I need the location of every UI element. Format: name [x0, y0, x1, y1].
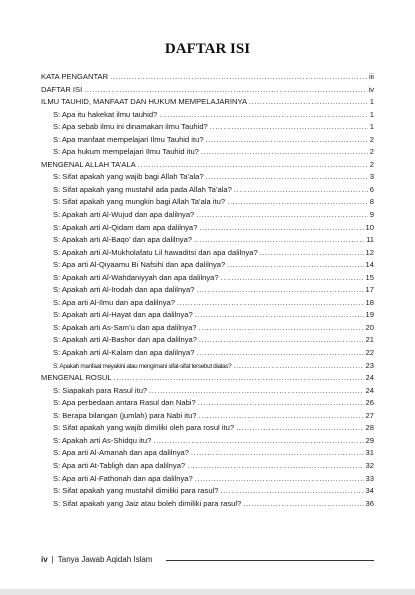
- toc-page-number: 17: [365, 285, 374, 295]
- toc-dot-leader: [249, 96, 368, 109]
- toc-dot-leader: [221, 272, 364, 285]
- toc-chapter-entry[interactable]: [41, 159, 374, 172]
- toc-dot-leader: [198, 397, 364, 410]
- toc-chapter-entry[interactable]: [41, 372, 374, 385]
- footer-rule: [166, 560, 374, 561]
- toc-page-number: 15: [365, 272, 374, 282]
- toc-dot-leader: [84, 84, 366, 97]
- toc-question-entry[interactable]: [41, 222, 374, 235]
- toc-dot-leader: [233, 360, 363, 373]
- toc-question-entry[interactable]: [41, 485, 374, 498]
- footer-book-title: Tanya Jawab Aqidah Islam: [57, 554, 153, 564]
- toc-entry-label: KATA PENGANTAR: [41, 72, 109, 81]
- toc-page-number: 28: [365, 423, 374, 433]
- toc-entry-label: S: Apa manfaat mempelajari Ilmu Tauhid itu?: [53, 134, 204, 144]
- toc-entry-label: S: Apa arti Al-Qiyaamu Bi Nafsihi dan apa dalilnya?: [53, 260, 226, 270]
- toc-question-entry[interactable]: [41, 473, 374, 486]
- toc-question-entry[interactable]: [41, 460, 374, 473]
- toc-question-entry[interactable]: [41, 284, 374, 297]
- toc-question-entry[interactable]: [41, 309, 374, 322]
- toc-entry-label: S: Sifat apakah yang Jaiz atau boleh dimiliki para rasul?: [53, 498, 242, 508]
- toc-page-number: 23: [365, 360, 374, 370]
- toc-page-number: iv: [368, 84, 374, 94]
- toc-entry-label: S: Apakah arti Al-Baqo’ dan apa dalilnya?: [53, 235, 193, 245]
- toc-page-number: 18: [365, 297, 374, 307]
- toc-page-number: 32: [365, 460, 374, 470]
- toc-entry-label: S: Sifat apakah yang mungkin bagi Allah Ta’ala itu?: [53, 197, 226, 207]
- toc-dot-leader: [220, 485, 363, 498]
- toc-question-entry[interactable]: [41, 447, 374, 460]
- toc-entry-label: S: Apakah arti Al-Wahdaniyyah dan apa dalilnya?: [53, 272, 219, 282]
- toc-page-number: 6: [369, 184, 374, 194]
- toc-dot-leader: [199, 222, 363, 235]
- toc-question-entry[interactable]: [41, 422, 374, 435]
- page-title: DAFTAR ISI: [164, 41, 251, 57]
- toc-dot-leader: [260, 247, 364, 260]
- toc-entry-label: S: Berapa bilangan (jumlah) para Nabi itu?: [53, 410, 197, 420]
- toc-dot-leader: [187, 460, 363, 473]
- toc-question-entry[interactable]: [41, 397, 374, 410]
- toc-page-number: 8: [369, 197, 374, 207]
- footer-page-number: iv: [41, 554, 48, 564]
- toc-page-number: 24: [365, 373, 374, 383]
- toc-page-number: 29: [365, 435, 374, 445]
- toc-page-number: 12: [365, 247, 374, 257]
- toc-page-number: 3: [369, 172, 374, 182]
- toc-page-number: 34: [365, 486, 374, 496]
- toc-dot-leader: [138, 159, 368, 172]
- toc-dot-leader: [234, 184, 368, 197]
- toc-entry-label: MENGENAL ALLAH TA’ALA: [41, 159, 136, 169]
- toc-dot-leader: [149, 385, 363, 398]
- page-footer: [41, 552, 374, 566]
- toc-question-entry[interactable]: [41, 146, 374, 159]
- toc-entry-label: S: Sifat apakah yang wajib bagi Allah Ta’ala?: [53, 172, 204, 182]
- toc-page-number: 11: [366, 235, 374, 245]
- table-of-contents: [41, 71, 374, 510]
- toc-page-number: 19: [365, 310, 374, 320]
- toc-page-number: 22: [365, 348, 374, 358]
- toc-question-entry[interactable]: [41, 272, 374, 285]
- toc-chapter-entry[interactable]: [41, 96, 374, 109]
- toc-question-entry[interactable]: [41, 134, 374, 147]
- toc-page-number: 2: [369, 147, 374, 157]
- toc-page-number: 20: [365, 322, 374, 332]
- toc-entry-label: S: Sifat apakah yang mustahil ada pada Allah Ta’ala?: [53, 184, 232, 194]
- toc-dot-leader: [153, 435, 363, 448]
- toc-entry-label: S: Siapakah para Rasul itu?: [53, 385, 148, 395]
- toc-dot-leader: [201, 146, 368, 159]
- toc-dot-leader: [191, 447, 364, 460]
- toc-entry-label: S: Apakah arti As-Shidqu itu?: [53, 435, 152, 445]
- toc-question-entry[interactable]: [41, 347, 374, 360]
- page-bottom-edge: [0, 589, 415, 595]
- toc-entry-label: ILMU TAUHID, MANFAAT DAN HUKUM MEMPELAJARINYA: [41, 97, 248, 107]
- toc-dot-leader: [199, 410, 364, 423]
- toc-page-number: 27: [365, 410, 374, 420]
- toc-question-entry[interactable]: [41, 184, 374, 197]
- toc-question-entry[interactable]: [41, 171, 374, 184]
- toc-entry-label: S: Apakah manfaat meyakini atau mengimani sifat-sifat tersebut diatas?: [53, 362, 232, 370]
- toc-dot-leader: [195, 309, 364, 322]
- toc-entry-label: S: Apakah arti Al-Kalam dan apa dalilnya?: [53, 348, 195, 358]
- toc-question-entry[interactable]: [41, 247, 374, 260]
- toc-question-entry[interactable]: [41, 322, 374, 335]
- toc-chapter-entry[interactable]: [41, 84, 374, 97]
- toc-question-entry[interactable]: [41, 410, 374, 423]
- toc-page-number: iii: [368, 72, 374, 81]
- toc-entry-label: S: Apa perbedaan antara Rasul dan Nabi?: [53, 398, 196, 408]
- toc-question-entry[interactable]: [41, 196, 374, 209]
- toc-page-number: 21: [365, 335, 374, 345]
- toc-dot-leader: [227, 196, 368, 209]
- toc-dot-leader: [177, 297, 364, 310]
- toc-entry-label: S: Apa arti Al-Ilmu dan apa dalilnya?: [53, 297, 175, 307]
- toc-question-entry[interactable]: [41, 334, 374, 347]
- toc-page-number: 1: [369, 97, 374, 107]
- toc-entry-label: MENGENAL ROSUL: [41, 373, 112, 383]
- toc-entry-label: S: Apakah arti Al-Qidam dam apa dalilnya?: [53, 222, 198, 232]
- toc-entry-label: S: Apakah arti Al-Wujud dan apa dalilnya?: [53, 210, 195, 220]
- toc-chapter-entry[interactable]: [41, 71, 374, 84]
- toc-page-number: 31: [365, 448, 374, 458]
- toc-dot-leader: [206, 134, 368, 147]
- toc-page-number: 24: [365, 385, 374, 395]
- toc-dot-leader: [195, 473, 364, 486]
- toc-entry-label: S: Apakah arti Al-Mukholafatu Lil hawaditsi dan apa dalilnya?: [53, 247, 258, 257]
- toc-entry-label: S: Apa arti Al-Fathonah dan apa dalilnya?: [53, 473, 193, 483]
- toc-page-number: 14: [365, 260, 374, 270]
- toc-question-entry[interactable]: [41, 385, 374, 398]
- toc-dot-leader: [196, 209, 367, 222]
- toc-entry-label: S: Sifat apakah yang mustahil dimiliki para rasul?: [53, 486, 219, 496]
- toc-entry-label: S: Apa arti Al-Amanah dan apa dalilnya?: [53, 448, 189, 458]
- toc-question-entry[interactable]: [41, 435, 374, 448]
- toc-entry-label: S: Sifat apakah yang wajib dimiliki oleh para rosul itu?: [53, 423, 235, 433]
- toc-page-number: 1: [369, 109, 374, 119]
- toc-dot-leader: [243, 498, 363, 511]
- toc-entry-label: S: Apakah arti Al-Hayat dan apa dalilnya?: [53, 310, 193, 320]
- toc-dot-leader: [206, 171, 368, 184]
- toc-entry-label: S: Apakah arti Al-Bashor dan apa dalilnya?: [53, 335, 197, 345]
- toc-question-entry[interactable]: [41, 209, 374, 222]
- toc-question-entry[interactable]: [41, 109, 374, 122]
- toc-page-number: 33: [365, 473, 374, 483]
- toc-dot-leader: [114, 372, 364, 385]
- toc-dot-leader: [196, 284, 363, 297]
- toc-question-entry[interactable]: [41, 234, 374, 247]
- toc-question-entry[interactable]: [41, 121, 374, 134]
- toc-entry-label: S: Apakah arti Al-Irodah dan apa dalilnya?: [53, 285, 195, 295]
- toc-page-number: 1: [369, 122, 374, 132]
- toc-dot-leader: [199, 334, 364, 347]
- toc-page-number: 26: [365, 398, 374, 408]
- toc-entry-label: DAFTAR ISI: [41, 84, 83, 94]
- toc-page-number: 9: [369, 210, 374, 220]
- toc-page-number: 10: [365, 222, 374, 232]
- footer-separator: |: [51, 554, 54, 564]
- toc-page-number: 36: [365, 498, 374, 508]
- toc-dot-leader: [196, 347, 363, 360]
- toc-entry-label: S: Apa itu hakekat ilmu tauhid?: [53, 109, 158, 119]
- toc-question-entry[interactable]: [41, 297, 374, 310]
- toc-page-number: 2: [369, 159, 374, 169]
- toc-dot-leader: [210, 121, 368, 134]
- toc-dot-leader: [236, 422, 363, 435]
- toc-dot-leader: [194, 234, 364, 247]
- toc-entry-label: S: Apakah arti As-Sam’u dan apa dalilnya?: [53, 322, 197, 332]
- toc-dot-leader: [110, 71, 367, 84]
- toc-dot-leader: [227, 259, 363, 272]
- toc-page-number: 2: [369, 134, 374, 144]
- toc-entry-label: S: Apa hukum mempelajari Ilmu Tauhid itu?: [53, 147, 199, 157]
- toc-dot-leader: [159, 109, 367, 122]
- toc-entry-label: S: Apa arti At-Tabligh dan apa dalilnya?: [53, 460, 186, 470]
- toc-dot-leader: [199, 322, 364, 335]
- toc-entry-label: S: Apa sebab ilmu ini dinamakan ilmu Tauhid?: [53, 122, 208, 132]
- toc-question-entry[interactable]: [41, 259, 374, 272]
- toc-question-entry[interactable]: [41, 360, 374, 373]
- toc-question-entry[interactable]: [41, 498, 374, 511]
